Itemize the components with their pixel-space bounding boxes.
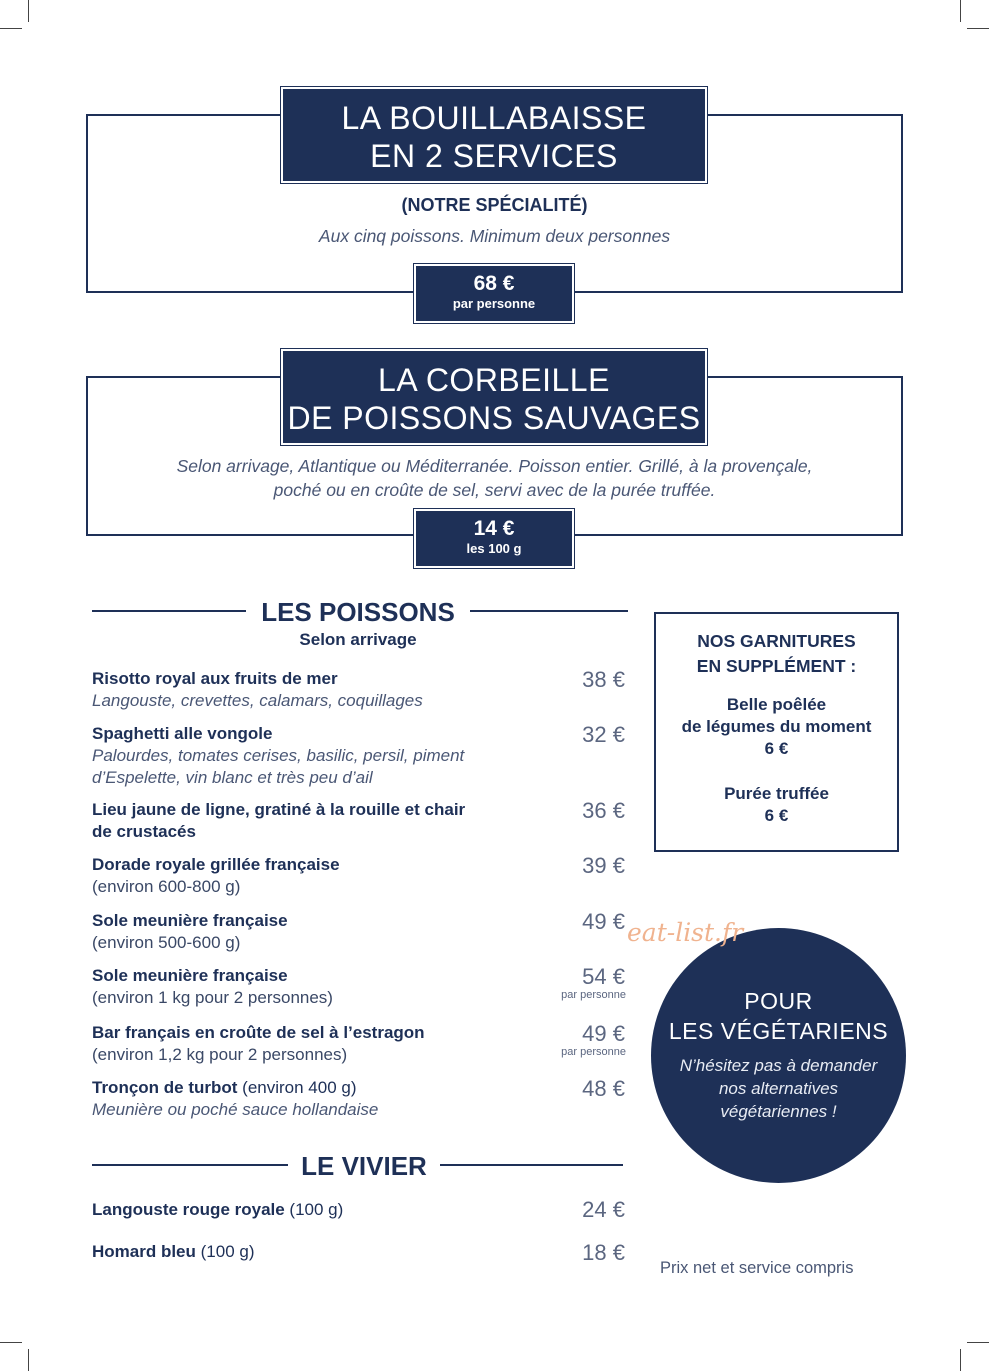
item-description: Langouste, crevettes, calamars, coquillages [92, 691, 423, 710]
item-name: Bar français en croûte de sel à l’estragon [92, 1023, 425, 1042]
item-name: Dorade royale grillée française [92, 855, 340, 874]
item-name: de crustacés [92, 822, 196, 841]
item-price: 39 € [582, 853, 625, 878]
bouillabaisse-banner [283, 89, 705, 181]
garniture-price: 6 € [764, 739, 789, 758]
item-description: d’Espelette, vin blanc et très peu d’ail [92, 768, 373, 787]
menu-item [92, 965, 532, 1009]
menu-item [92, 1077, 532, 1121]
item-price-note: par personne [561, 989, 626, 1001]
poissons-rule-right [470, 610, 628, 612]
corbeille-price-unit: les 100 g [466, 541, 522, 556]
menu-item [92, 668, 532, 712]
item-name [92, 1199, 532, 1221]
vegetariens-title-line1: POUR [744, 988, 813, 1014]
item-quantity: (environ 1,2 kg pour 2 personnes) [92, 1045, 348, 1064]
item-description: Palourdes, tomates cerises, basilic, persil, piment [92, 746, 465, 765]
watermark: eat-list.fr [627, 918, 744, 947]
poissons-title: LES POISSONS [261, 597, 455, 627]
item-name-main: Tronçon de turbot [92, 1078, 238, 1097]
vivier-rule-left [92, 1164, 288, 1166]
menu-item [92, 854, 532, 898]
corbeille-banner [283, 351, 705, 443]
bouillabaisse-price: 68 € [473, 272, 515, 295]
menu-item [92, 799, 532, 843]
footer-note: Prix net et service compris [660, 1259, 854, 1277]
garniture-name: Purée truffée [724, 784, 829, 803]
item-description: Meunière ou poché sauce hollandaise [92, 1100, 379, 1119]
corbeille-title-line1: LA CORBEILLE [378, 362, 610, 398]
menu-item [92, 723, 532, 789]
item-name-main: Homard bleu [92, 1242, 196, 1261]
bouillabaisse-description: Aux cinq poissons. Minimum deux personnes [318, 226, 671, 246]
vegetariens-description: végétariennes ! [720, 1102, 837, 1121]
item-price: 48 € [582, 1076, 625, 1101]
crop-mark [960, 1349, 961, 1371]
corbeille-description-line1: Selon arrivage, Atlantique ou Méditerranée. Poisson entier. Grillé, à la provençale, [176, 456, 813, 476]
bouillabaisse-price-tag [416, 266, 572, 321]
item-name [92, 1077, 532, 1099]
menu-item [92, 1022, 532, 1066]
vegetariens-description: nos alternatives [718, 1079, 839, 1098]
bouillabaisse-title-line1: LA BOUILLABAISSE [341, 100, 647, 136]
item-name: Sole meunière française [92, 911, 288, 930]
crop-mark [28, 0, 29, 22]
item-quantity: (environ 600-800 g) [92, 877, 241, 896]
item-name: Sole meunière française [92, 966, 288, 985]
vivier-rule-right [440, 1164, 623, 1166]
garniture-name: Belle poêlée [726, 695, 827, 714]
menu-item [92, 910, 532, 954]
crop-mark [960, 0, 961, 22]
item-price: 54 € [582, 964, 625, 989]
item-price: 49 € [582, 909, 625, 934]
corbeille-description-line2: poché ou en croûte de sel, servi avec de la purée truffée. [273, 480, 716, 500]
vegetariens-title-line2: LES VÉGÉTARIENS [668, 1018, 889, 1044]
item-name: Risotto royal aux fruits de mer [92, 669, 338, 688]
garnitures-title-line2: EN SUPPLÉMENT : [696, 656, 857, 676]
item-price: 32 € [582, 722, 625, 747]
item-quantity: (environ 500-600 g) [92, 933, 241, 952]
bouillabaisse-subtitle: (NOTRE SPÉCIALITÉ) [401, 195, 588, 215]
menu-item [92, 1199, 532, 1221]
item-quantity: (environ 1 kg pour 2 personnes) [92, 988, 333, 1007]
menu-item [92, 1241, 532, 1263]
item-quantity: (100 g) [195, 1242, 255, 1261]
garniture-name: de légumes du moment [681, 717, 872, 736]
item-price-note: par personne [561, 1046, 626, 1058]
item-name: Spaghetti alle vongole [92, 724, 273, 743]
crop-mark [28, 1349, 29, 1371]
item-price: 38 € [582, 667, 625, 692]
garnitures-title-line1: NOS GARNITURES [697, 631, 856, 651]
poissons-subtitle: Selon arrivage [299, 630, 417, 649]
vegetariens-description: N’hésitez pas à demander [679, 1056, 878, 1075]
crop-mark [967, 28, 989, 29]
item-name-main: Langouste rouge royale [92, 1200, 285, 1219]
crop-mark [0, 28, 22, 29]
poissons-rule-left [92, 610, 246, 612]
item-price: 18 € [582, 1240, 625, 1265]
bouillabaisse-price-unit: par personne [452, 296, 536, 311]
corbeille-price: 14 € [473, 517, 515, 540]
item-quantity: (100 g) [284, 1200, 344, 1219]
garnitures-box [654, 612, 899, 852]
crop-mark [0, 1342, 22, 1343]
item-price: 24 € [582, 1197, 625, 1222]
bouillabaisse-title-line2: EN 2 SERVICES [370, 138, 618, 174]
item-price: 49 € [582, 1021, 625, 1046]
item-name [92, 1241, 532, 1263]
vegetariens-circle [651, 928, 906, 1183]
corbeille-price-tag [416, 511, 572, 566]
crop-mark [967, 1342, 989, 1343]
item-price: 36 € [582, 798, 625, 823]
item-name: Lieu jaune de ligne, gratiné à la rouille et chair [92, 800, 466, 819]
vivier-title: LE VIVIER [301, 1151, 427, 1181]
corbeille-title-line2: DE POISSONS SAUVAGES [287, 400, 701, 436]
garniture-price: 6 € [764, 806, 789, 825]
item-name-extra: (environ 400 g) [237, 1078, 357, 1097]
